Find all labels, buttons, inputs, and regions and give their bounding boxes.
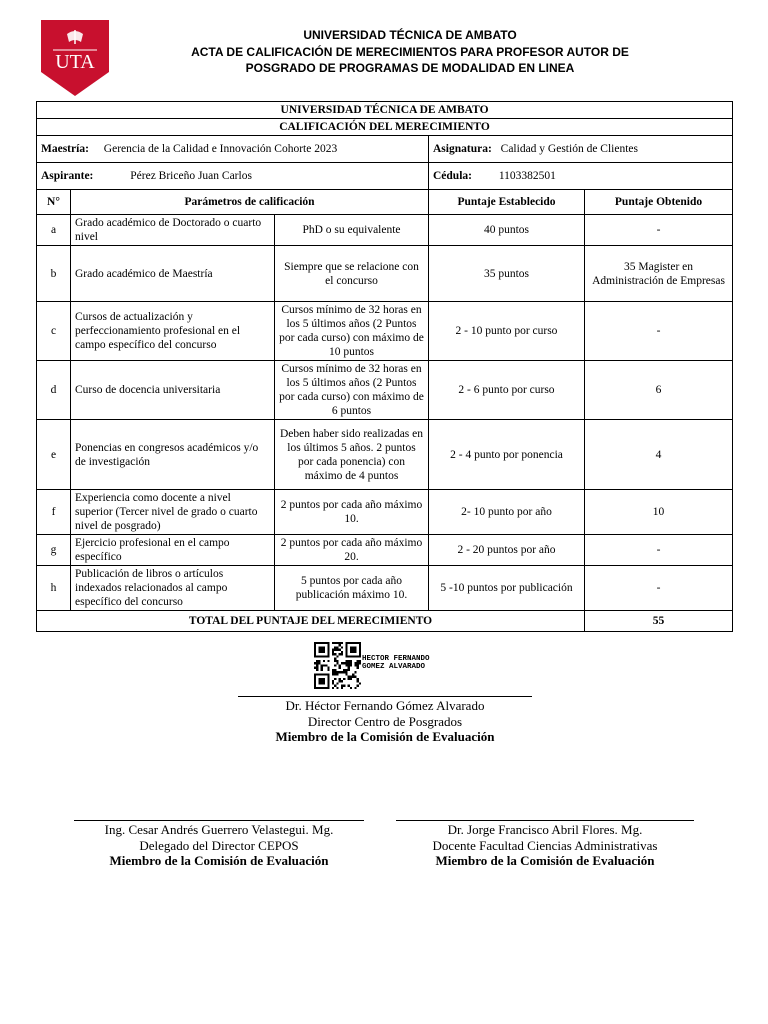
aspirante-label: Aspirante:: [41, 170, 94, 182]
criteria-obtained-score: -: [585, 215, 733, 246]
col-header-number: N°: [37, 190, 71, 215]
criteria-established-score: 5 -10 puntos por publicación: [429, 566, 585, 611]
criteria-established-score: 2 - 6 punto por curso: [429, 361, 585, 420]
col-header-established: Puntaje Establecido: [429, 190, 585, 215]
criteria-obtained-score: 10: [585, 490, 733, 535]
signer-role-right: Miembro de la Comisión de Evaluación: [435, 853, 655, 868]
criteria-condition: Cursos mínimo de 32 horas en los 5 últimos años (2 Puntos por cada curso) con máximo de 6 puntos: [275, 361, 429, 420]
criteria-condition: Deben haber sido realizadas en los últimos 5 años. 2 puntos por cada ponencia) con máximo de 4 puntos: [275, 420, 429, 490]
asignatura-label: Asignatura:: [433, 143, 492, 155]
maestria-label: Maestría:: [41, 143, 89, 155]
asignatura-cell: [429, 136, 733, 163]
signer-name-right: Dr. Jorge Francisco Abril Flores. Mg.: [447, 822, 643, 837]
signer-line-2: GOMEZ ALVARADO: [362, 663, 426, 671]
criteria-condition: 5 puntos por cada año publicación máximo 10.: [275, 566, 429, 611]
signer-line-1: HECTOR FERNANDO: [362, 655, 430, 663]
asignatura-value: Calidad y Gestión de Clientes: [500, 143, 638, 155]
aspirante-value: Pérez Briceño Juan Carlos: [130, 170, 252, 182]
criteria-obtained-score: -: [585, 535, 733, 566]
maestria-value: Gerencia de la Calidad e Innovación Cohorte 2023: [103, 143, 338, 155]
criteria-obtained-score: 4: [585, 420, 733, 490]
criteria-condition: PhD o su equivalente: [275, 215, 429, 246]
criteria-parameter: Curso de docencia universitaria: [71, 361, 275, 420]
criteria-row: [37, 215, 733, 246]
criteria-id: g: [37, 535, 71, 566]
aspirante-cell: [37, 163, 429, 190]
total-value: 55: [585, 611, 733, 632]
criteria-condition: 2 puntos por cada año máximo 10.: [275, 490, 429, 535]
signature-line-left: [74, 820, 364, 821]
cedula-value: 1103382501: [498, 170, 556, 182]
digital-signature-text: [362, 655, 430, 671]
criteria-id: b: [37, 246, 71, 302]
signature-line-main: [238, 696, 532, 697]
criteria-id: d: [37, 361, 71, 420]
criteria-row: [37, 246, 733, 302]
criteria-parameter: Ponencias en congresos académicos y/o de investigación: [71, 420, 275, 490]
criteria-parameter: Ejercicio profesional en el campo específico: [71, 535, 275, 566]
total-label: TOTAL DEL PUNTAJE DEL MERECIMIENTO: [37, 611, 585, 632]
col-header-parameters: Parámetros de calificación: [71, 190, 429, 215]
cedula-label: Cédula:: [433, 170, 472, 182]
criteria-obtained-score: 6: [585, 361, 733, 420]
signer-role-left: Miembro de la Comisión de Evaluación: [109, 853, 329, 868]
header-university: UNIVERSIDAD TÉCNICA DE AMBATO: [303, 28, 517, 42]
signer-name-main: Dr. Héctor Fernando Gómez Alvarado: [285, 698, 485, 713]
table-title-university: UNIVERSIDAD TÉCNICA DE AMBATO: [37, 102, 733, 119]
header-act-title: ACTA DE CALIFICACIÓN DE MERECIMIENTOS PARA PROFESOR AUTOR DE: [191, 44, 629, 59]
criteria-id: h: [37, 566, 71, 611]
criteria-obtained-score: 35 Magister en Administración de Empresas: [585, 246, 733, 302]
col-header-obtained: Puntaje Obtenido: [585, 190, 733, 215]
criteria-row: [37, 302, 733, 361]
logo-text: UTA: [55, 51, 95, 73]
criteria-parameter: Cursos de actualización y perfeccionamiento profesional en el campo específico del concurso: [71, 302, 275, 361]
criteria-parameter: Grado académico de Maestría: [71, 246, 275, 302]
criteria-condition: 2 puntos por cada año máximo 20.: [275, 535, 429, 566]
merit-table: [36, 101, 733, 632]
criteria-established-score: 2 - 4 punto por ponencia: [429, 420, 585, 490]
criteria-row: [37, 361, 733, 420]
criteria-condition: Siempre que se relacione con el concurso: [275, 246, 429, 302]
criteria-established-score: 2 - 20 puntos por año: [429, 535, 585, 566]
criteria-row: [37, 420, 733, 490]
criteria-condition: Cursos mínimo de 32 horas en los 5 últimos años (2 Puntos por cada curso) con máximo de 10 puntos: [275, 302, 429, 361]
criteria-id: e: [37, 420, 71, 490]
cedula-cell: [429, 163, 733, 190]
signature-block-left: [44, 822, 394, 869]
signature-block-main: [200, 698, 570, 745]
uta-logo: [41, 20, 109, 96]
table-title-calification: CALIFICACIÓN DEL MERECIMIENTO: [37, 119, 733, 136]
signer-name-left: Ing. Cesar Andrés Guerrero Velastegui. Mg.: [104, 822, 334, 837]
signer-role-main: Miembro de la Comisión de Evaluación: [275, 729, 495, 744]
criteria-row: [37, 535, 733, 566]
criteria-parameter: Grado académico de Doctorado o cuarto nivel: [71, 215, 275, 246]
criteria-established-score: 2 - 10 punto por curso: [429, 302, 585, 361]
criteria-obtained-score: -: [585, 566, 733, 611]
signature-line-right: [396, 820, 694, 821]
criteria-id: f: [37, 490, 71, 535]
signature-block-right: [370, 822, 720, 869]
criteria-id: c: [37, 302, 71, 361]
maestria-cell: [37, 136, 429, 163]
criteria-established-score: 35 puntos: [429, 246, 585, 302]
header-act-subtitle: POSGRADO DE PROGRAMAS DE MODALIDAD EN LINEA: [245, 61, 575, 75]
criteria-obtained-score: -: [585, 302, 733, 361]
signer-title-right: Docente Facultad Ciencias Administrativas: [432, 837, 658, 853]
criteria-row: [37, 566, 733, 611]
criteria-row: [37, 490, 733, 535]
criteria-rows: [37, 215, 733, 611]
qr-code-signature: [314, 642, 361, 689]
criteria-parameter: Publicación de libros o artículos indexados relacionados al campo específico del concurso: [71, 566, 275, 611]
criteria-established-score: 40 puntos: [429, 215, 585, 246]
document-header: [120, 27, 700, 77]
signer-title-main: Director Centro de Posgrados: [307, 713, 463, 729]
criteria-established-score: 2- 10 punto por año: [429, 490, 585, 535]
criteria-parameter: Experiencia como docente a nivel superior (Tercer nivel de grado o cuarto nivel de posgrado): [71, 490, 275, 535]
signer-title-left: Delegado del Director CEPOS: [139, 837, 299, 853]
criteria-id: a: [37, 215, 71, 246]
